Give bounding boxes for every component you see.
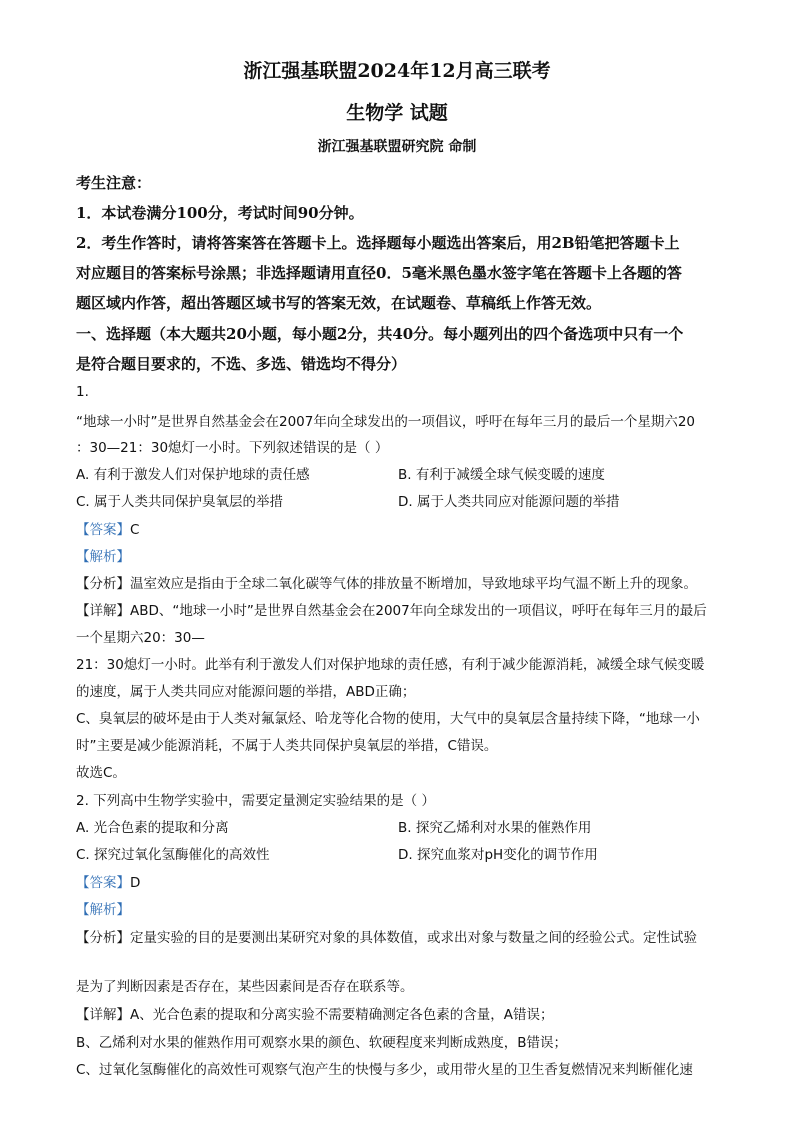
author-line: 浙江强基联盟研究院 命制	[317, 139, 477, 155]
question-2-analysis-tag: 【解析】	[76, 902, 130, 918]
section-heading-line-1: 一、选择题（本大题共20小题，每小题2分，共40分。每小题列出的四个备选项中只有一个	[76, 325, 684, 343]
question-1-option-c: C. 属于人类共同保护臭氧层的举措	[76, 494, 284, 510]
question-1-option-d: D. 属于人类共同应对能源问题的举措	[398, 494, 620, 510]
question-1-detail-line-1: 【详解】ABD、“地球一小时”是世界自然基金会在2007年向全球发出的一项倡议，呼吁在每年三月的最后	[76, 603, 707, 619]
section-heading-line-2: 是符合题目要求的，不选、多选、错选均不得分）	[76, 355, 407, 373]
question-1-detail-line-7: 故选C。	[76, 765, 126, 781]
fenxi-tag: 【分析】	[76, 930, 130, 946]
question-1-detail-line-3: 21：30熄灯一小时。此举有利于激发人们对保护地球的责任感，有利于减少能源消耗，减缓全球气候变暖	[76, 657, 705, 673]
question-2-fenxi: 【分析】定量实验的目的是要测出某研究对象的具体数值，或求出对象与数量之间的经验公式。定性试验	[76, 930, 697, 946]
question-2-option-a: A. 光合色素的提取和分离	[76, 820, 229, 836]
question-1-detail-line-6: 时”主要是减少能源消耗，不属于人类共同保护臭氧层的举措，C错误。	[76, 738, 498, 754]
note-item-2-line-2: 对应题目的答案标号涂黑；非选择题请用直径0．5毫米黑色墨水签字笔在答题卡上各题的答	[76, 264, 682, 282]
xiangjie-tag: 【详解】	[76, 603, 130, 619]
question-1-option-b: B. 有利于减缓全球气候变暖的速度	[398, 467, 605, 483]
question-1-answer-line	[76, 518, 726, 538]
note-item-1: 1．本试卷满分100分，考试时间90分钟。	[76, 204, 364, 222]
question-1-number: 1.	[76, 384, 89, 400]
xiangjie-tag: 【详解】	[76, 1007, 130, 1023]
subject-title: 生物学 试题	[346, 102, 448, 124]
question-1-detail-line-4: 的速度，属于人类共同应对能源问题的举措，ABD正确；	[76, 684, 416, 700]
question-1-fenxi: 【分析】温室效应是指由于全球二氧化碳等气体的排放量不断增加，导致地球平均气温不断上升的现象。	[76, 576, 697, 592]
fenxi-tag: 【分析】	[76, 576, 130, 592]
question-2-detail-line-3: C、过氧化氢酶催化的高效性可观察气泡产生的快慢与多少，或用带火星的卫生香复燃情况来判断催化速	[76, 1062, 693, 1078]
question-1-stem-line-2: ：30—21：30熄灯一小时。下列叙述错误的是（ ）	[76, 440, 389, 456]
note-item-2-line-3: 题区域内作答，超出答题区域书写的答案无效，在试题卷、草稿纸上作答无效。	[76, 294, 602, 312]
note-item-2-line-1: 2．考生作答时，请将答案答在答题卡上。选择题每小题选出答案后，用2B铅笔把答题卡上	[76, 234, 680, 252]
question-1-analysis-tag: 【解析】	[76, 549, 130, 565]
question-2-detail-line-2: B、乙烯利对水果的催熟作用可观察水果的颜色、软硬程度来判断成熟度，B错误；	[76, 1035, 568, 1051]
question-1-stem-line-1: “地球一小时”是世界自然基金会在2007年向全球发出的一项倡议，呼吁在每年三月的最后一个星期六20	[76, 414, 696, 430]
question-1-option-a: A. 有利于激发人们对保护地球的责任感	[76, 467, 310, 483]
question-2-detail-line-1: 【详解】A、光合色素的提取和分离实验不需要精确测定各色素的含量，A错误；	[76, 1007, 554, 1023]
question-2-option-b: B. 探究乙烯利对水果的催熟作用	[398, 820, 592, 836]
question-2-answer: D	[130, 875, 141, 891]
exam-title: 浙江强基联盟2024年12月高三联考	[243, 60, 551, 82]
question-2-stem: 2. 下列高中生物学实验中，需要定量测定实验结果的是（ ）	[76, 793, 435, 809]
question-2-fenxi-line-2: 是为了判断因素是否存在，某些因素间是否存在联系等。	[76, 979, 414, 995]
question-1-answer: C	[130, 522, 140, 538]
question-2-answer-line	[76, 871, 726, 891]
question-1-detail-line-2: 一个星期六20：30—	[76, 630, 205, 646]
question-2-option-c: C. 探究过氧化氢酶催化的高效性	[76, 847, 270, 863]
answer-tag: 【答案】	[76, 522, 130, 538]
answer-tag: 【答案】	[76, 875, 130, 891]
question-1-detail-line-5: C、臭氧层的破坏是由于人类对氟氯烃、哈龙等化合物的使用，大气中的臭氧层含量持续下降，“地球一小	[76, 711, 700, 727]
question-2-option-d: D. 探究血浆对pH变化的调节作用	[398, 847, 598, 863]
notes-heading: 考生注意：	[76, 174, 152, 192]
